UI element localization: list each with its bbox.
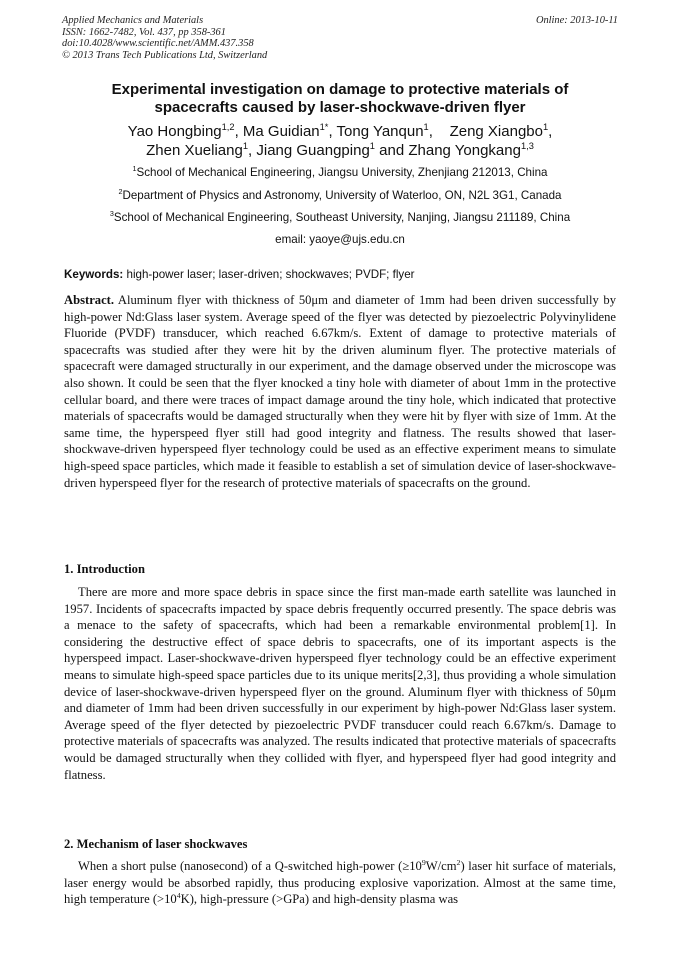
author-separator: , — [248, 142, 257, 159]
journal-copyright: © 2013 Trans Tech Publications Ltd, Switzerland — [62, 49, 268, 61]
author-name: Zeng Xiangbo — [449, 123, 543, 140]
author-name: Tong Yanqun — [336, 123, 424, 140]
mechanism-text: When a short pulse (nanosecond) of a Q-switched high-power (≥10 — [78, 859, 422, 873]
journal-header — [62, 15, 618, 61]
affiliation-sup: 3 — [109, 209, 114, 219]
paper-title-line-1: Experimental investigation on damage to protective materials of — [111, 81, 569, 98]
abstract-text: Aluminum flyer with thickness of 50μm and diameter of 1mm had been driven successfully by high-power Nd:Glass laser system. Average speed of the flyer was detected by piezoelectric Polyvinylidene Fluoride (PVDF) transducer, which reached 6.67km/s. Extent of damage to protective materials of spacecrafts was studied after they were hit by the driven aluminum flyer. The protective materials of spacecraft were damaged structurally in our experiment, and the damage observed under the microscope was also shown. It could be seen that the flyer knocked a tiny hole with diameter of about 1mm in the protective cellular board, and there were traces of impact damage around the tiny hole, which indicated that protective materials of spacecrafts would be damaged structurally when they were hit by flyer with size of 1mm. At the same time, the hyperspeed flyer still had good integrity and flatness. The results showed that laser-shockwave-driven hyperspeed flyer technology could be used as an effective experiment means to simulate high-speed space particles, which made it feasible to establish a set of simulation device of laser-shockwave-driven hyperspeed flyer for the research of protective materials of spacecrafts on the ground. — [64, 293, 616, 490]
author-name: Jiang Guangping — [256, 142, 370, 159]
exponent: 4 — [176, 891, 181, 900]
abstract — [64, 292, 616, 491]
paper-title — [62, 81, 618, 117]
keywords-label: Keywords: — [64, 268, 124, 281]
abstract-label: Abstract. — [64, 293, 115, 307]
author-affil-sup: 1 — [369, 141, 375, 151]
affiliation-text: Department of Physics and Astronomy, University of Waterloo, ON, N2L 3G1, Canada — [122, 189, 562, 202]
author-name: Yao Hongbing — [127, 123, 222, 140]
journal-name: Applied Mechanics and Materials — [62, 15, 204, 26]
section-heading-mechanism: 2. Mechanism of laser shockwaves — [64, 837, 248, 851]
mechanism-text: W/cm — [425, 859, 457, 873]
journal-doi: doi:10.4028/www.scientific.net/AMM.437.358 — [62, 38, 254, 50]
keywords — [64, 268, 616, 282]
mechanism-paragraph — [64, 858, 616, 908]
author-name: Zhang Yongkang — [408, 142, 521, 159]
author-separator: and — [374, 142, 409, 159]
online-date: Online: 2013-10-11 — [535, 15, 618, 26]
author-affil-sup: 1 — [542, 122, 549, 132]
affiliation-2 — [62, 189, 618, 203]
affiliation-text: School of Mechanical Engineering, Jiangsu University, Zhenjiang 212013, China — [136, 166, 548, 179]
mechanism-text: ) laser hit surface of materials, laser energy would be absorbed rapidly, thus producing explosive vaporization. Almost at the same time, high temperature (>10 — [64, 859, 617, 907]
author-affil-sup: 1,3 — [520, 141, 534, 151]
keywords-text: high-power laser; laser-driven; shockwaves; PVDF; flyer — [123, 268, 415, 281]
affiliation-sup: 1 — [132, 164, 137, 174]
author-line-1 — [62, 122, 618, 141]
section-heading-introduction: 1. Introduction — [64, 562, 145, 576]
author-separator: , — [234, 123, 243, 140]
affiliation-1 — [62, 166, 618, 180]
affiliation-text: School of Mechanical Engineering, Southeast University, Nanjing, Jiangsu 211189, China — [113, 211, 571, 224]
author-email: email: yaoye@ujs.edu.cn — [275, 233, 405, 246]
author-name: Ma Guidian — [242, 123, 320, 140]
author-list — [62, 122, 618, 160]
author-affil-sup: 1* — [319, 122, 329, 132]
exponent: 9 — [421, 857, 426, 867]
journal-issn: ISSN: 1662-7482, Vol. 437, pp 358-361 — [62, 26, 226, 38]
exponent: 2 — [456, 857, 461, 867]
paper-title-line-2: spacecrafts caused by laser-shockwave-driven flyer — [154, 99, 526, 116]
author-separator: , — [428, 123, 450, 140]
author-separator: , — [328, 123, 337, 140]
author-line-2 — [62, 141, 618, 160]
author-affil-sup: 1 — [242, 141, 249, 151]
author-affil-sup: 1 — [423, 122, 429, 132]
author-separator: , — [548, 123, 553, 140]
author-affil-sup: 1,2 — [221, 122, 235, 132]
mechanism-text: K), high-pressure (>GPa) and high-density plasma was — [180, 892, 459, 907]
affiliation-sup: 2 — [118, 187, 123, 197]
introduction-paragraph: There are more and more space debris in space since the first man-made earth satellite was launched in 1957. Incidents of spacecrafts impacted by space debris frequently occurred presently. The space debris was a menace to the safety of spacecrafts, which had been a remarkable environmental problem[1]. In considering the destructive effect of space debris to spacecrafts, one of its important aspects is the hyperspeed impact. Laser-shockwave-driven hyperspeed flyer technology could be an effective experiment means to simulate high-speed space particles due to its unique merits[2,3], thus providing a whole simulation device of laser-shockwave-driven hyperspeed flyer on the ground. Aluminum flyer with thickness of 50μm and diameter of 1mm had been driven successfully in our experiment by high-power Nd:Glass laser system. Average speed of the flyer detected by piezoelectric PVDF transducer could reach 6.67km/s. Damage to protective materials of spacecrafts was analyzed. The results indicated that protective materials of spacecrafts would be damaged structurally when they collided with flyer, and hyperspeed flyer had good integrity and flatness. — [64, 585, 616, 782]
affiliation-3 — [62, 211, 618, 225]
author-name: Zhen Xueliang — [146, 142, 243, 159]
